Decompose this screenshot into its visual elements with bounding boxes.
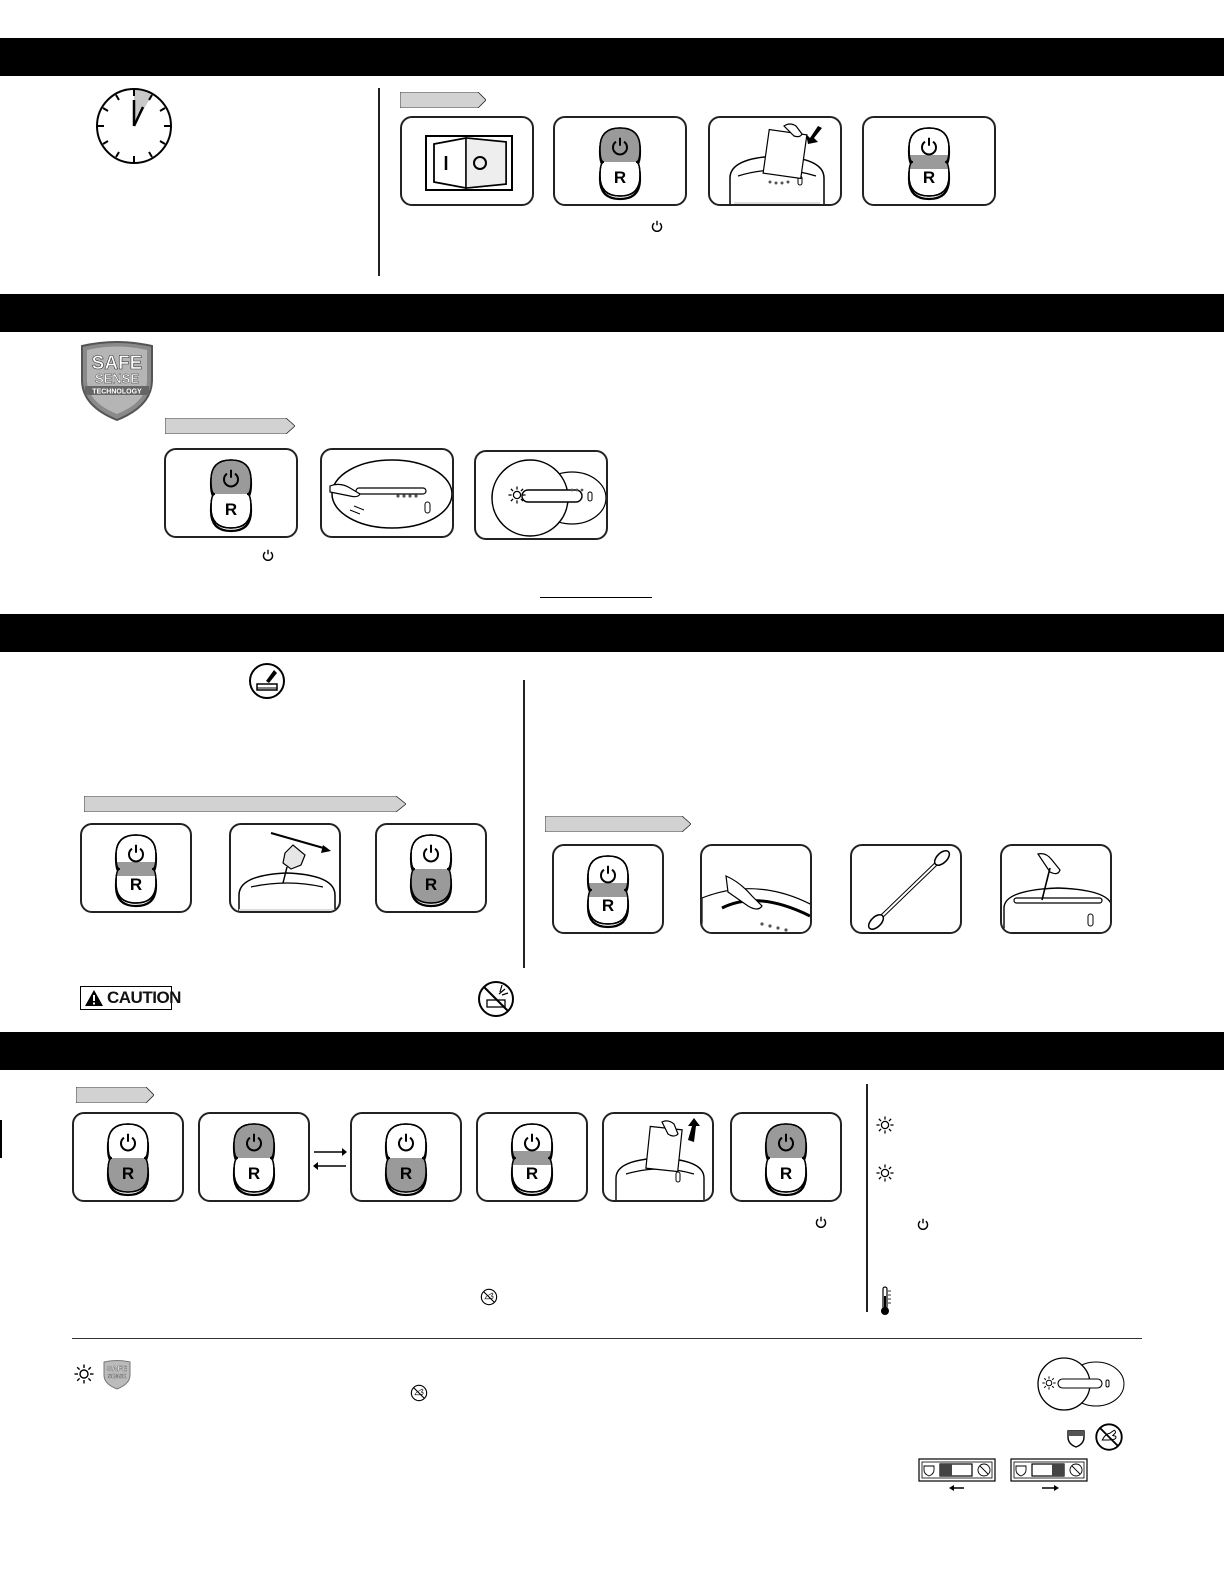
divider-vertical-3 <box>866 1084 868 1312</box>
power-switch-panel-7 <box>72 1112 184 1202</box>
cotton-swab-panel <box>850 844 962 934</box>
safe-badge-line2: SENSE <box>94 371 140 386</box>
power-switch-illustration <box>554 846 662 932</box>
power-switch-panel-2 <box>862 116 996 206</box>
divider-vertical-1 <box>378 88 380 276</box>
power-switch-panel-9 <box>350 1112 462 1202</box>
no-aerosol-icon <box>477 980 515 1018</box>
safe-sense-indicator-panel <box>474 450 608 540</box>
section-bar-4 <box>0 1032 1224 1070</box>
power-icon <box>916 1217 930 1231</box>
power-switch-panel-10 <box>476 1112 588 1202</box>
shredder-remove-paper-panel <box>602 1112 714 1202</box>
clock-icon <box>94 86 174 166</box>
power-switch-panel-8 <box>198 1112 310 1202</box>
shredder-insert-paper-panel <box>708 116 842 206</box>
safe-sense-badge <box>76 340 158 422</box>
switch-letter: R <box>247 1164 261 1184</box>
switch-letter: R <box>601 896 615 916</box>
power-icon <box>650 219 664 233</box>
power-switch-illustration <box>352 1114 460 1200</box>
switch-letter: R <box>399 1164 413 1184</box>
caution-text: CAUTION <box>107 988 181 1007</box>
oil-can-icon <box>248 662 286 700</box>
section-bar-2 <box>0 294 1224 332</box>
slider-left-diagram <box>918 1458 998 1494</box>
power-switch-panel-4 <box>80 823 192 913</box>
no-hand-icon <box>480 1288 498 1306</box>
switch-letter: R <box>424 875 438 895</box>
clean-slot-panel <box>1000 844 1112 934</box>
no-hand-icon <box>410 1384 428 1402</box>
power-switch-illustration <box>377 825 485 911</box>
small-badge-line2: SENSE <box>107 1374 127 1380</box>
divider-vertical-2 <box>523 680 525 968</box>
toggle-arrows-icon <box>312 1144 348 1174</box>
oil-shredder-panel <box>229 823 341 913</box>
divider-horizontal <box>72 1338 1142 1339</box>
shield-icon <box>1066 1428 1086 1448</box>
power-switch-panel-5 <box>375 823 487 913</box>
power-switch-illustration <box>478 1114 586 1200</box>
power-switch-panel-1 <box>553 116 687 206</box>
sun-icon <box>74 1364 94 1384</box>
power-switch-illustration <box>74 1114 182 1200</box>
power-switch-panel-6 <box>552 844 664 934</box>
safe-sense-small-badge <box>102 1360 132 1390</box>
safe-badge-line1: SAFE <box>91 353 143 374</box>
switch-letter: R <box>613 168 627 188</box>
power-switch-illustration <box>555 118 685 204</box>
switch-letter: R <box>525 1164 539 1184</box>
step-arrow-2 <box>165 418 295 434</box>
power-icon <box>261 548 275 562</box>
safe-sense-indicator-small <box>1030 1356 1126 1412</box>
sun-icon <box>508 486 526 504</box>
switch-letter: R <box>224 500 238 520</box>
switch-letter: R <box>121 1164 135 1184</box>
switch-letter: R <box>129 875 143 895</box>
step-arrow-1 <box>400 92 486 108</box>
power-switch-panel-11 <box>730 1112 842 1202</box>
switch-letter: R <box>779 1164 793 1184</box>
no-hand-icon <box>1094 1422 1124 1452</box>
sun-icon <box>876 1164 894 1182</box>
sun-icon <box>1042 1376 1056 1390</box>
power-switch-illustration <box>200 1114 308 1200</box>
safe-sense-touch-panel <box>320 448 454 538</box>
small-badge-line1: SAFE <box>106 1364 128 1373</box>
step-arrow-5 <box>76 1087 154 1103</box>
safe-badge-line3: TECHNOLOGY <box>92 388 142 396</box>
rocker-switch-panel <box>400 116 534 206</box>
power-switch-panel-3 <box>164 448 298 538</box>
power-icon <box>814 1215 828 1229</box>
power-switch-illustration <box>166 450 296 536</box>
power-switch-illustration <box>82 825 190 911</box>
power-switch-illustration <box>732 1114 840 1200</box>
slider-right-diagram <box>1010 1458 1090 1494</box>
section-bar-3 <box>0 614 1224 652</box>
step-arrow-4 <box>545 816 691 832</box>
step-arrow-3 <box>84 796 406 812</box>
underline-link <box>540 597 652 598</box>
power-switch-illustration <box>864 118 994 204</box>
switch-letter: R <box>922 168 936 188</box>
page-edge-mark <box>0 1120 2 1158</box>
sun-icon <box>876 1116 894 1134</box>
caution-label <box>80 986 181 1010</box>
wipe-slot-panel <box>700 844 812 934</box>
thermometer-icon <box>880 1286 892 1316</box>
section-bar-1 <box>0 38 1224 76</box>
